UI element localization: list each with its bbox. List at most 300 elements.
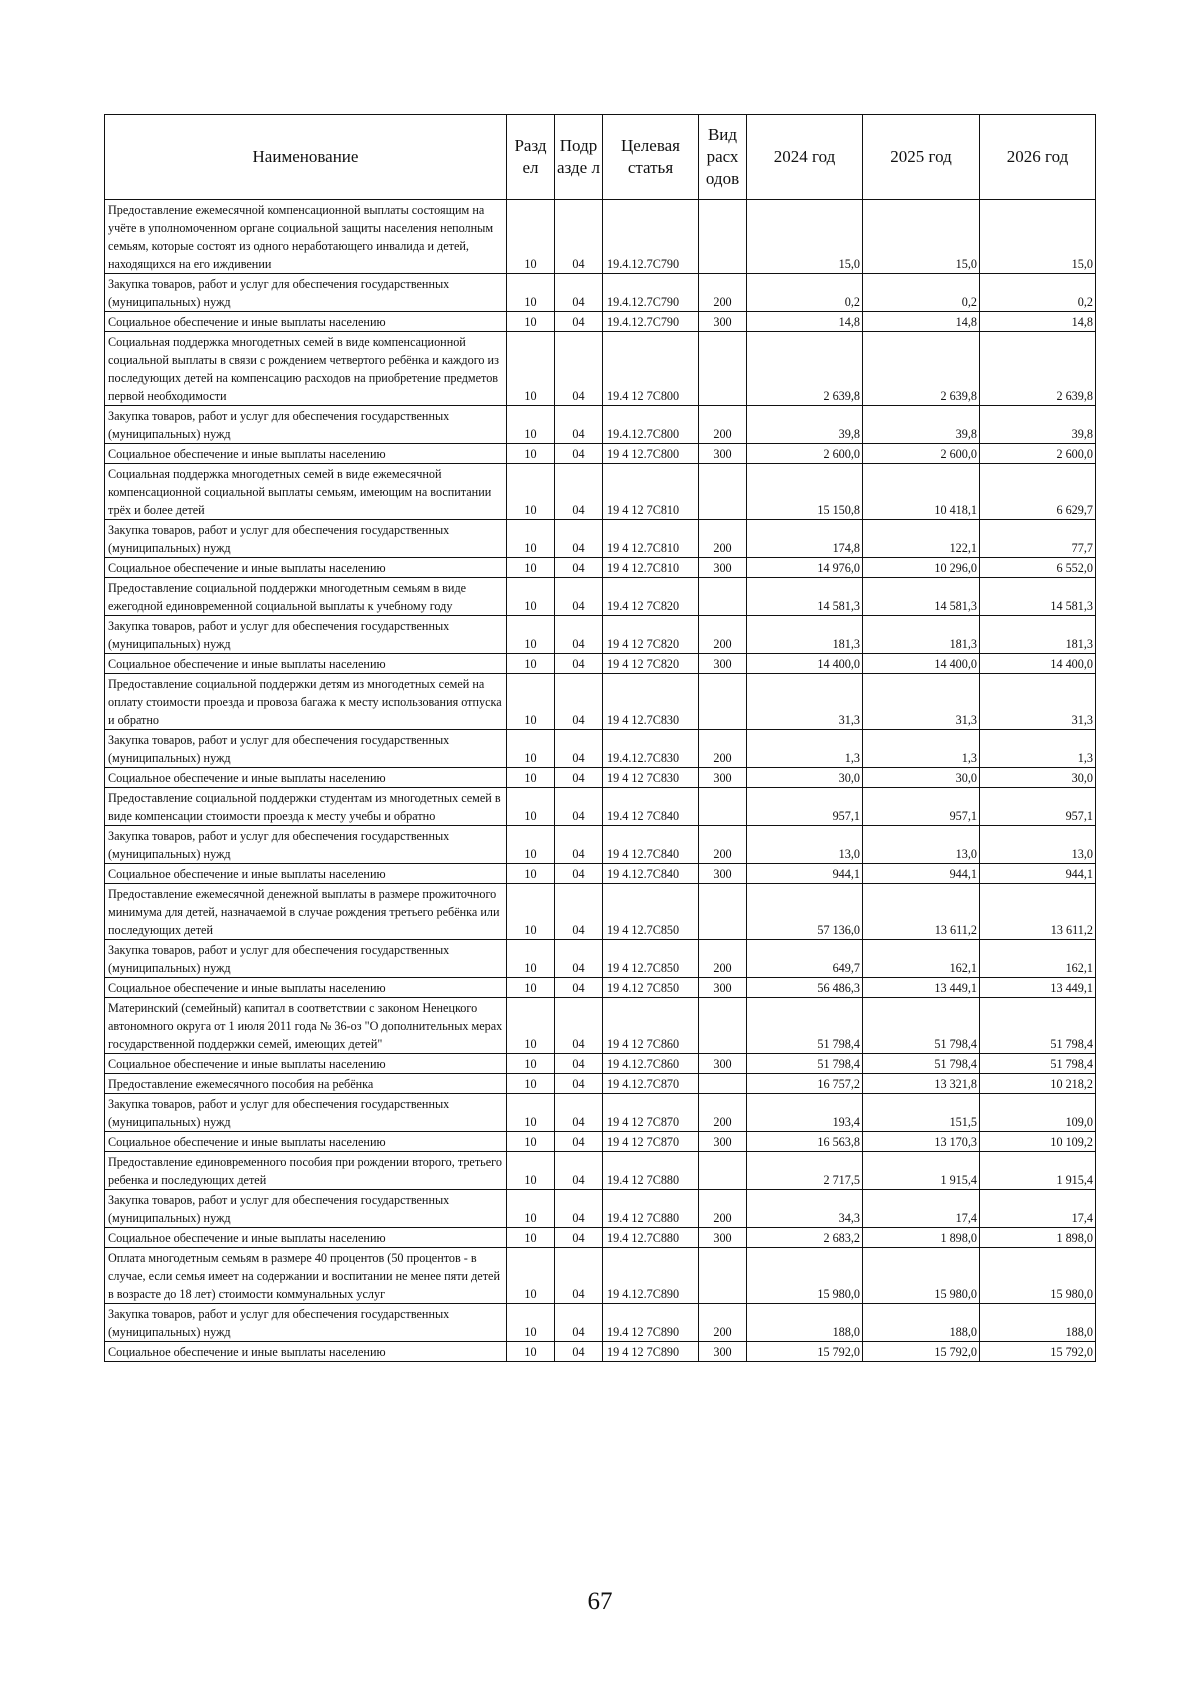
cell-amount-2025: 30,0 [863, 768, 980, 788]
table-row [105, 1248, 1096, 1304]
cell-amount-2026: 944,1 [980, 864, 1096, 884]
cell-section: 10 [507, 558, 555, 578]
cell-amount-2026: 2 600,0 [980, 444, 1096, 464]
cell-amount-2025: 10 296,0 [863, 558, 980, 578]
cell-subsection: 04 [555, 788, 603, 826]
cell-name: Оплата многодетным семьям в размере 40 процентов (50 процентов - в случае, если семья имеет на содержании и воспитании не менее пяти детей в возрасте до 18 лет) стоимости коммунальных услуг [105, 1248, 507, 1304]
cell-amount-2024: 174,8 [747, 520, 863, 558]
page-number: 67 [587, 1588, 613, 1615]
cell-target-article: 19.4.12.7С790 [603, 312, 699, 332]
cell-section: 10 [507, 406, 555, 444]
cell-subsection: 04 [555, 1304, 603, 1342]
table-row [105, 1228, 1096, 1248]
cell-amount-2024: 39,8 [747, 406, 863, 444]
cell-section: 10 [507, 978, 555, 998]
cell-amount-2025: 13 449,1 [863, 978, 980, 998]
cell-name: Социальное обеспечение и иные выплаты населению [105, 1228, 507, 1248]
cell-section: 10 [507, 1094, 555, 1132]
cell-amount-2026: 51 798,4 [980, 1054, 1096, 1074]
cell-amount-2026: 181,3 [980, 616, 1096, 654]
cell-section: 10 [507, 1248, 555, 1304]
cell-name: Закупка товаров, работ и услуг для обеспечения государственных (муниципальных) нужд [105, 1190, 507, 1228]
cell-amount-2024: 51 798,4 [747, 1054, 863, 1074]
table-row [105, 464, 1096, 520]
cell-amount-2024: 649,7 [747, 940, 863, 978]
table-row [105, 1342, 1096, 1362]
cell-amount-2025: 14,8 [863, 312, 980, 332]
cell-target-article: 19 4 12.7С810 [603, 520, 699, 558]
cell-amount-2025: 181,3 [863, 616, 980, 654]
cell-name: Социальное обеспечение и иные выплаты населению [105, 978, 507, 998]
cell-section: 10 [507, 1228, 555, 1248]
table-row [105, 332, 1096, 406]
cell-section: 10 [507, 1074, 555, 1094]
cell-amount-2025: 39,8 [863, 406, 980, 444]
cell-name: Социальное обеспечение и иные выплаты населению [105, 864, 507, 884]
cell-name: Закупка товаров, работ и услуг для обеспечения государственных (муниципальных) нужд [105, 1304, 507, 1342]
cell-amount-2024: 0,2 [747, 274, 863, 312]
cell-target-article: 19 4 12.7С810 [603, 558, 699, 578]
cell-name: Предоставление ежемесячной компенсационной выплаты состоящим на учёте в уполномоченном органе социальной защиты населения неполным семьям, которые состоят из одного неработающего инвалида и детей, находящихся на его иждивении [105, 200, 507, 274]
cell-expense-type: 300 [699, 654, 747, 674]
cell-section: 10 [507, 768, 555, 788]
cell-target-article: 19 4 12 7С860 [603, 998, 699, 1054]
cell-expense-type: 300 [699, 864, 747, 884]
table-row [105, 444, 1096, 464]
cell-target-article: 19.4 12 7С800 [603, 332, 699, 406]
table-row [105, 654, 1096, 674]
cell-expense-type: 200 [699, 1190, 747, 1228]
cell-subsection: 04 [555, 1054, 603, 1074]
cell-target-article: 19.4 12 7С880 [603, 1190, 699, 1228]
cell-expense-type [699, 674, 747, 730]
cell-name: Социальная поддержка многодетных семей в виде ежемесячной компенсационной социальной выплаты семьям, имеющим на воспитании трёх и более детей [105, 464, 507, 520]
cell-name: Социальное обеспечение и иные выплаты населению [105, 768, 507, 788]
cell-subsection: 04 [555, 998, 603, 1054]
table-row [105, 200, 1096, 274]
cell-amount-2025: 0,2 [863, 274, 980, 312]
cell-target-article: 19 4.12.7С860 [603, 1054, 699, 1074]
cell-expense-type [699, 332, 747, 406]
table-body [105, 200, 1096, 1362]
cell-subsection: 04 [555, 464, 603, 520]
cell-amount-2025: 2 600,0 [863, 444, 980, 464]
cell-expense-type: 300 [699, 444, 747, 464]
cell-amount-2025: 944,1 [863, 864, 980, 884]
cell-amount-2024: 31,3 [747, 674, 863, 730]
cell-amount-2026: 162,1 [980, 940, 1096, 978]
table-row [105, 1094, 1096, 1132]
cell-amount-2025: 51 798,4 [863, 998, 980, 1054]
cell-target-article: 19.4 12 7С880 [603, 1152, 699, 1190]
cell-subsection: 04 [555, 1342, 603, 1362]
cell-amount-2025: 162,1 [863, 940, 980, 978]
cell-target-article: 19 4 12.7С840 [603, 826, 699, 864]
cell-section: 10 [507, 940, 555, 978]
cell-amount-2025: 13,0 [863, 826, 980, 864]
cell-subsection: 04 [555, 1152, 603, 1190]
cell-expense-type [699, 1248, 747, 1304]
cell-target-article: 19.4.12.7С830 [603, 730, 699, 768]
table-row [105, 674, 1096, 730]
cell-expense-type: 200 [699, 616, 747, 654]
cell-amount-2026: 1,3 [980, 730, 1096, 768]
cell-expense-type [699, 464, 747, 520]
cell-section: 10 [507, 1342, 555, 1362]
cell-amount-2025: 10 418,1 [863, 464, 980, 520]
cell-subsection: 04 [555, 1228, 603, 1248]
cell-expense-type: 200 [699, 520, 747, 558]
cell-subsection: 04 [555, 520, 603, 558]
cell-amount-2024: 56 486,3 [747, 978, 863, 998]
cell-target-article: 19 4 12 7С820 [603, 616, 699, 654]
cell-amount-2026: 10 218,2 [980, 1074, 1096, 1094]
cell-amount-2025: 957,1 [863, 788, 980, 826]
cell-expense-type [699, 1152, 747, 1190]
cell-expense-type: 300 [699, 768, 747, 788]
cell-target-article: 19 4 12 7С890 [603, 1342, 699, 1362]
cell-amount-2024: 15 150,8 [747, 464, 863, 520]
cell-expense-type: 300 [699, 558, 747, 578]
cell-expense-type [699, 1074, 747, 1094]
cell-name: Предоставление единовременного пособия при рождении второго, третьего ребенка и последующих детей [105, 1152, 507, 1190]
table-row [105, 578, 1096, 616]
cell-expense-type: 300 [699, 978, 747, 998]
cell-target-article: 19 4.12.7С870 [603, 1074, 699, 1094]
cell-section: 10 [507, 578, 555, 616]
cell-target-article: 19.4 12 7С840 [603, 788, 699, 826]
cell-expense-type [699, 578, 747, 616]
cell-amount-2025: 13 611,2 [863, 884, 980, 940]
cell-name: Социальное обеспечение и иные выплаты населению [105, 312, 507, 332]
cell-amount-2026: 15,0 [980, 200, 1096, 274]
cell-subsection: 04 [555, 444, 603, 464]
cell-expense-type: 200 [699, 1304, 747, 1342]
cell-amount-2026: 14,8 [980, 312, 1096, 332]
table-row [105, 788, 1096, 826]
cell-name: Социальное обеспечение и иные выплаты населению [105, 558, 507, 578]
cell-amount-2025: 1 915,4 [863, 1152, 980, 1190]
header-year-2026: 2026 год [980, 115, 1096, 200]
cell-name: Предоставление социальной поддержки детям из многодетных семей на оплату стоимости проезда и провоза багажа к месту использования отпуска и обратно [105, 674, 507, 730]
cell-amount-2026: 77,7 [980, 520, 1096, 558]
cell-name: Закупка товаров, работ и услуг для обеспечения государственных (муниципальных) нужд [105, 940, 507, 978]
cell-subsection: 04 [555, 1074, 603, 1094]
cell-section: 10 [507, 826, 555, 864]
header-name: Наименование [105, 115, 507, 200]
cell-expense-type: 200 [699, 406, 747, 444]
cell-amount-2025: 13 170,3 [863, 1132, 980, 1152]
cell-amount-2024: 14 400,0 [747, 654, 863, 674]
cell-expense-type: 300 [699, 1228, 747, 1248]
cell-subsection: 04 [555, 200, 603, 274]
cell-amount-2024: 1,3 [747, 730, 863, 768]
cell-amount-2024: 193,4 [747, 1094, 863, 1132]
cell-amount-2024: 16 757,2 [747, 1074, 863, 1094]
cell-amount-2025: 14 581,3 [863, 578, 980, 616]
cell-section: 10 [507, 332, 555, 406]
cell-section: 10 [507, 1152, 555, 1190]
table-row [105, 730, 1096, 768]
cell-subsection: 04 [555, 1190, 603, 1228]
cell-amount-2024: 34,3 [747, 1190, 863, 1228]
cell-section: 10 [507, 998, 555, 1054]
cell-amount-2024: 944,1 [747, 864, 863, 884]
cell-section: 10 [507, 616, 555, 654]
cell-name: Социальное обеспечение и иные выплаты населению [105, 1342, 507, 1362]
cell-target-article: 19.4 12 7С890 [603, 1304, 699, 1342]
cell-target-article: 19 4 12.7С830 [603, 674, 699, 730]
cell-target-article: 19 4.12 7С850 [603, 978, 699, 998]
cell-amount-2026: 1 915,4 [980, 1152, 1096, 1190]
cell-name: Предоставление ежемесячного пособия на ребёнка [105, 1074, 507, 1094]
cell-section: 10 [507, 520, 555, 558]
cell-name: Предоставление социальной поддержки студентам из многодетных семей в виде компенсации стоимости проезда к месту учебы и обратно [105, 788, 507, 826]
cell-section: 10 [507, 1190, 555, 1228]
cell-name: Социальное обеспечение и иные выплаты населению [105, 444, 507, 464]
table-row [105, 1304, 1096, 1342]
table-row [105, 1132, 1096, 1152]
cell-expense-type [699, 200, 747, 274]
cell-amount-2024: 15 980,0 [747, 1248, 863, 1304]
cell-section: 10 [507, 788, 555, 826]
cell-section: 10 [507, 200, 555, 274]
cell-subsection: 04 [555, 864, 603, 884]
cell-amount-2026: 1 898,0 [980, 1228, 1096, 1248]
cell-name: Закупка товаров, работ и услуг для обеспечения государственных (муниципальных) нужд [105, 616, 507, 654]
table-row [105, 406, 1096, 444]
table-row [105, 616, 1096, 654]
cell-amount-2024: 13,0 [747, 826, 863, 864]
table-row [105, 978, 1096, 998]
cell-expense-type: 300 [699, 1342, 747, 1362]
table-header [105, 115, 1096, 200]
cell-target-article: 19.4.12.7С800 [603, 406, 699, 444]
cell-target-article: 19 4 12.7С850 [603, 884, 699, 940]
cell-amount-2024: 57 136,0 [747, 884, 863, 940]
cell-amount-2026: 13 449,1 [980, 978, 1096, 998]
cell-target-article: 19.4.12.7С790 [603, 274, 699, 312]
cell-amount-2026: 957,1 [980, 788, 1096, 826]
cell-subsection: 04 [555, 654, 603, 674]
cell-amount-2026: 14 400,0 [980, 654, 1096, 674]
table-row [105, 520, 1096, 558]
table-row [105, 312, 1096, 332]
table-row [105, 826, 1096, 864]
cell-target-article: 19 4 12 7С810 [603, 464, 699, 520]
cell-amount-2024: 51 798,4 [747, 998, 863, 1054]
cell-amount-2025: 2 639,8 [863, 332, 980, 406]
cell-section: 10 [507, 1304, 555, 1342]
cell-amount-2025: 31,3 [863, 674, 980, 730]
cell-expense-type: 300 [699, 1054, 747, 1074]
table-row [105, 1054, 1096, 1074]
cell-expense-type: 200 [699, 826, 747, 864]
cell-amount-2024: 16 563,8 [747, 1132, 863, 1152]
cell-amount-2026: 15 792,0 [980, 1342, 1096, 1362]
cell-amount-2025: 15 980,0 [863, 1248, 980, 1304]
cell-amount-2024: 2 600,0 [747, 444, 863, 464]
cell-expense-type [699, 884, 747, 940]
cell-subsection: 04 [555, 312, 603, 332]
header-expense-type: Вид расх одов [699, 115, 747, 200]
cell-amount-2025: 15,0 [863, 200, 980, 274]
cell-expense-type: 200 [699, 274, 747, 312]
cell-amount-2025: 122,1 [863, 520, 980, 558]
cell-name: Социальное обеспечение и иные выплаты населению [105, 654, 507, 674]
header-section: Разд ел [507, 115, 555, 200]
cell-section: 10 [507, 274, 555, 312]
cell-amount-2026: 6 629,7 [980, 464, 1096, 520]
cell-subsection: 04 [555, 940, 603, 978]
cell-name: Закупка товаров, работ и услуг для обеспечения государственных (муниципальных) нужд [105, 520, 507, 558]
cell-amount-2025: 13 321,8 [863, 1074, 980, 1094]
header-year-2025: 2025 год [863, 115, 980, 200]
cell-section: 10 [507, 1132, 555, 1152]
cell-subsection: 04 [555, 768, 603, 788]
cell-name: Предоставление ежемесячной денежной выплаты в размере прожиточного минимума для детей, назначаемой в случае рождения третьего ребёнка или последующих детей [105, 884, 507, 940]
cell-amount-2024: 14 976,0 [747, 558, 863, 578]
cell-name: Закупка товаров, работ и услуг для обеспечения государственных (муниципальных) нужд [105, 826, 507, 864]
cell-subsection: 04 [555, 978, 603, 998]
cell-subsection: 04 [555, 1094, 603, 1132]
cell-amount-2026: 17,4 [980, 1190, 1096, 1228]
cell-amount-2026: 15 980,0 [980, 1248, 1096, 1304]
cell-subsection: 04 [555, 578, 603, 616]
cell-target-article: 19.4 12.7С880 [603, 1228, 699, 1248]
cell-amount-2026: 2 639,8 [980, 332, 1096, 406]
cell-subsection: 04 [555, 730, 603, 768]
table-row [105, 940, 1096, 978]
table-row [105, 1190, 1096, 1228]
cell-amount-2024: 2 683,2 [747, 1228, 863, 1248]
cell-section: 10 [507, 444, 555, 464]
cell-subsection: 04 [555, 884, 603, 940]
cell-target-article: 19 4 12 7С870 [603, 1094, 699, 1132]
cell-subsection: 04 [555, 616, 603, 654]
cell-section: 10 [507, 654, 555, 674]
cell-amount-2026: 39,8 [980, 406, 1096, 444]
cell-amount-2025: 51 798,4 [863, 1054, 980, 1074]
cell-target-article: 19 4 12 7С830 [603, 768, 699, 788]
cell-name: Закупка товаров, работ и услуг для обеспечения государственных (муниципальных) нужд [105, 1094, 507, 1132]
cell-target-article: 19.4.12.7С790 [603, 200, 699, 274]
table-row [105, 884, 1096, 940]
cell-amount-2024: 957,1 [747, 788, 863, 826]
cell-amount-2026: 6 552,0 [980, 558, 1096, 578]
header-subsection: Подр азде л [555, 115, 603, 200]
cell-subsection: 04 [555, 406, 603, 444]
cell-section: 10 [507, 312, 555, 332]
cell-target-article: 19 4 12 7С820 [603, 654, 699, 674]
cell-amount-2024: 2 717,5 [747, 1152, 863, 1190]
cell-amount-2025: 14 400,0 [863, 654, 980, 674]
cell-subsection: 04 [555, 1248, 603, 1304]
cell-amount-2024: 188,0 [747, 1304, 863, 1342]
cell-amount-2024: 181,3 [747, 616, 863, 654]
cell-section: 10 [507, 674, 555, 730]
cell-expense-type [699, 998, 747, 1054]
cell-name: Социальное обеспечение и иные выплаты населению [105, 1054, 507, 1074]
cell-amount-2025: 17,4 [863, 1190, 980, 1228]
cell-name: Закупка товаров, работ и услуг для обеспечения государственных (муниципальных) нужд [105, 274, 507, 312]
cell-target-article: 19 4 12 7С870 [603, 1132, 699, 1152]
table-row [105, 864, 1096, 884]
cell-amount-2026: 14 581,3 [980, 578, 1096, 616]
cell-expense-type: 200 [699, 1094, 747, 1132]
cell-target-article: 19 4 12.7С850 [603, 940, 699, 978]
cell-subsection: 04 [555, 674, 603, 730]
cell-amount-2024: 14 581,3 [747, 578, 863, 616]
cell-expense-type: 200 [699, 940, 747, 978]
header-target-article: Целевая статья [603, 115, 699, 200]
cell-section: 10 [507, 730, 555, 768]
table-row [105, 768, 1096, 788]
cell-amount-2026: 10 109,2 [980, 1132, 1096, 1152]
cell-expense-type: 300 [699, 1132, 747, 1152]
cell-amount-2025: 1 898,0 [863, 1228, 980, 1248]
cell-amount-2026: 31,3 [980, 674, 1096, 730]
cell-amount-2024: 2 639,8 [747, 332, 863, 406]
cell-amount-2025: 188,0 [863, 1304, 980, 1342]
cell-expense-type: 200 [699, 730, 747, 768]
cell-amount-2026: 13 611,2 [980, 884, 1096, 940]
cell-target-article: 19 4 12.7С800 [603, 444, 699, 464]
cell-subsection: 04 [555, 1132, 603, 1152]
cell-name: Социальное обеспечение и иные выплаты населению [105, 1132, 507, 1152]
cell-expense-type [699, 788, 747, 826]
cell-target-article: 19.4 12 7С820 [603, 578, 699, 616]
cell-subsection: 04 [555, 558, 603, 578]
cell-amount-2025: 1,3 [863, 730, 980, 768]
header-year-2024: 2024 год [747, 115, 863, 200]
cell-section: 10 [507, 1054, 555, 1074]
budget-table [104, 114, 1096, 1362]
cell-name: Закупка товаров, работ и услуг для обеспечения государственных (муниципальных) нужд [105, 730, 507, 768]
cell-target-article: 19 4.12.7С840 [603, 864, 699, 884]
cell-name: Социальная поддержка многодетных семей в виде компенсационной социальной выплаты в связи с рождением четвертого ребёнка и каждого из последующих детей на компенсацию расходов на приобретение предметов первой необходимости [105, 332, 507, 406]
cell-amount-2026: 109,0 [980, 1094, 1096, 1132]
cell-name: Закупка товаров, работ и услуг для обеспечения государственных (муниципальных) нужд [105, 406, 507, 444]
cell-amount-2024: 15,0 [747, 200, 863, 274]
table-row [105, 1152, 1096, 1190]
cell-expense-type: 300 [699, 312, 747, 332]
table-row [105, 998, 1096, 1054]
cell-section: 10 [507, 464, 555, 520]
cell-amount-2024: 14,8 [747, 312, 863, 332]
table-row [105, 1074, 1096, 1094]
cell-amount-2026: 0,2 [980, 274, 1096, 312]
cell-target-article: 19 4.12.7С890 [603, 1248, 699, 1304]
table-row [105, 274, 1096, 312]
cell-subsection: 04 [555, 332, 603, 406]
cell-amount-2024: 30,0 [747, 768, 863, 788]
table-row [105, 558, 1096, 578]
cell-amount-2026: 13,0 [980, 826, 1096, 864]
cell-name: Предоставление социальной поддержки многодетным семьям в виде ежегодной единовременной социальной выплаты к учебному году [105, 578, 507, 616]
cell-amount-2024: 15 792,0 [747, 1342, 863, 1362]
cell-amount-2026: 188,0 [980, 1304, 1096, 1342]
cell-amount-2025: 15 792,0 [863, 1342, 980, 1362]
cell-amount-2026: 51 798,4 [980, 998, 1096, 1054]
cell-amount-2025: 151,5 [863, 1094, 980, 1132]
cell-name: Материнский (семейный) капитал в соответствии с законом Ненецкого автономного округа от 1 июля 2011 года № 36-оз "О дополнительных мерах государственной поддержки семей, имеющих детей" [105, 998, 507, 1054]
cell-subsection: 04 [555, 274, 603, 312]
cell-section: 10 [507, 864, 555, 884]
cell-amount-2026: 30,0 [980, 768, 1096, 788]
cell-section: 10 [507, 884, 555, 940]
cell-subsection: 04 [555, 826, 603, 864]
